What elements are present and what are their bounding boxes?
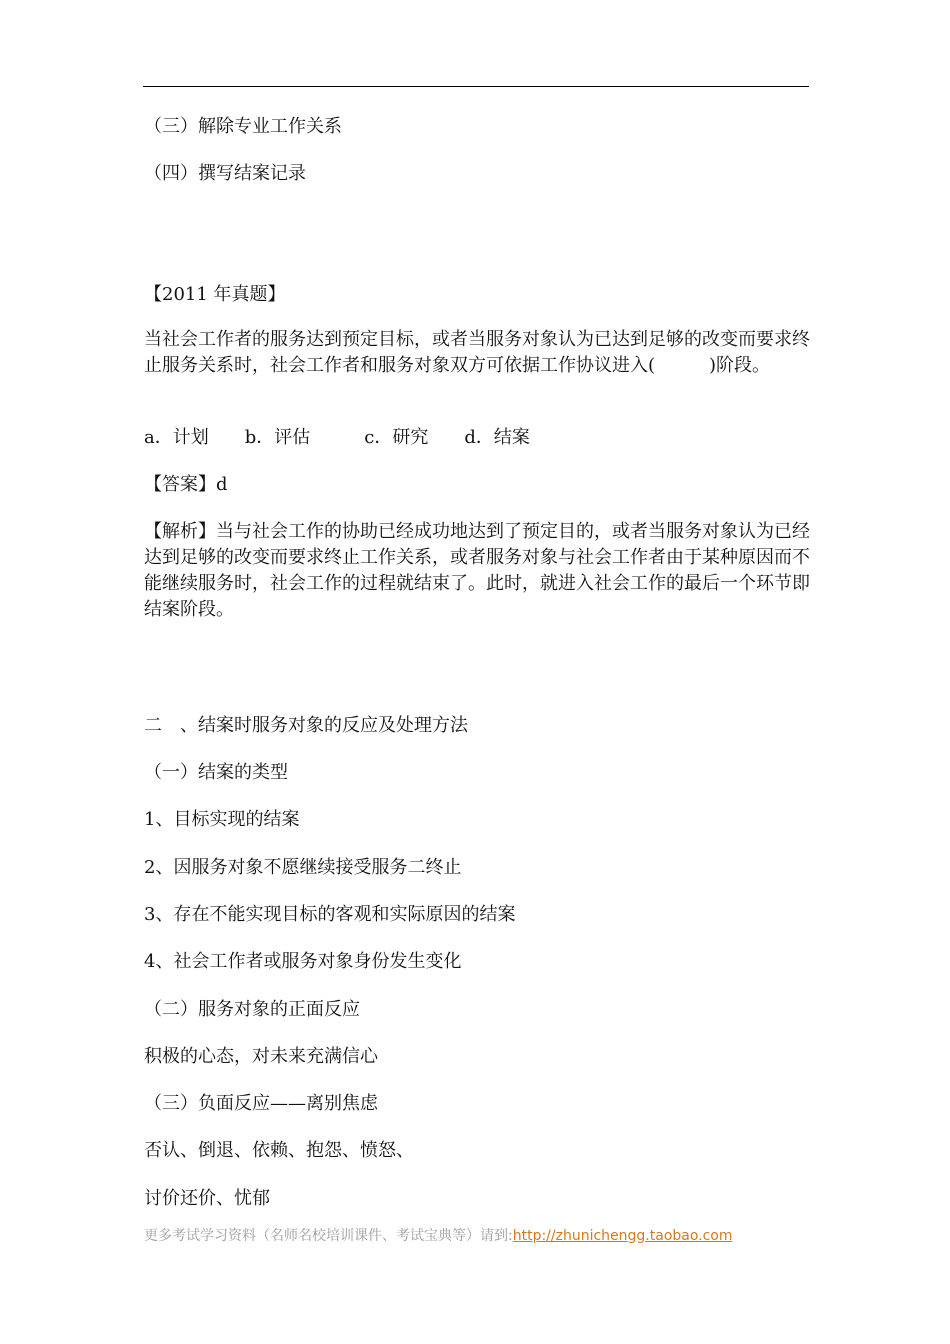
positive-text: 积极的心态，对未来充满信心 xyxy=(144,1046,378,1067)
positive-heading: （二）服务对象的正面反应 xyxy=(144,999,360,1020)
footer xyxy=(144,1226,733,1246)
footer-link[interactable]: http://zhunichengg.taobao.com xyxy=(512,1228,733,1244)
section-heading: 二 、结案时服务对象的反应及处理方法 xyxy=(144,715,468,736)
exam-question: 当社会工作者的服务达到预定目标，或者当服务对象认为已达到足够的改变而要求终止服务关系时，社会工作者和服务对象双方可依据工作协议进入( )阶段。 xyxy=(144,329,810,376)
exam-tag: 【2011 年真题】 xyxy=(144,284,286,305)
footer-text: 更多考试学习资料（名师名校培训课件、考试宝典等）请到: xyxy=(144,1228,513,1244)
exam-options: a．计划 b．评估 c．研究 d．结案 xyxy=(144,427,530,448)
type-item: 2、因服务对象不愿继续接受服务二终止 xyxy=(144,857,462,878)
item-write-closing-record: （四）撰写结案记录 xyxy=(144,163,306,184)
negative-reactions-line2: 讨价还价、忧郁 xyxy=(144,1188,270,1209)
type-item: 3、存在不能实现目标的客观和实际原因的结案 xyxy=(144,904,516,925)
types-heading: （一）结案的类型 xyxy=(144,762,288,783)
type-item: 4、社会工作者或服务对象身份发生变化 xyxy=(144,951,462,972)
negative-heading: （三）负面反应——离别焦虑 xyxy=(144,1093,378,1114)
type-item: 1、目标实现的结案 xyxy=(144,809,300,830)
negative-reactions-line1: 否认、倒退、依赖、抱怨、愤怒、 xyxy=(144,1140,414,1161)
header-rule xyxy=(143,86,809,87)
exam-answer: 【答案】d xyxy=(144,474,228,495)
exam-analysis: 【解析】当与社会工作的协助已经成功地达到了预定目的，或者当服务对象认为已经达到足够的改变而要求终止工作关系，或者服务对象与社会工作者由于某种原因而不能继续服务时，社会工作的过程就结束了。此时，就进入社会工作的最后一个环节即结案阶段。 xyxy=(144,521,810,620)
item-terminate-relationship: （三）解除专业工作关系 xyxy=(144,116,342,137)
